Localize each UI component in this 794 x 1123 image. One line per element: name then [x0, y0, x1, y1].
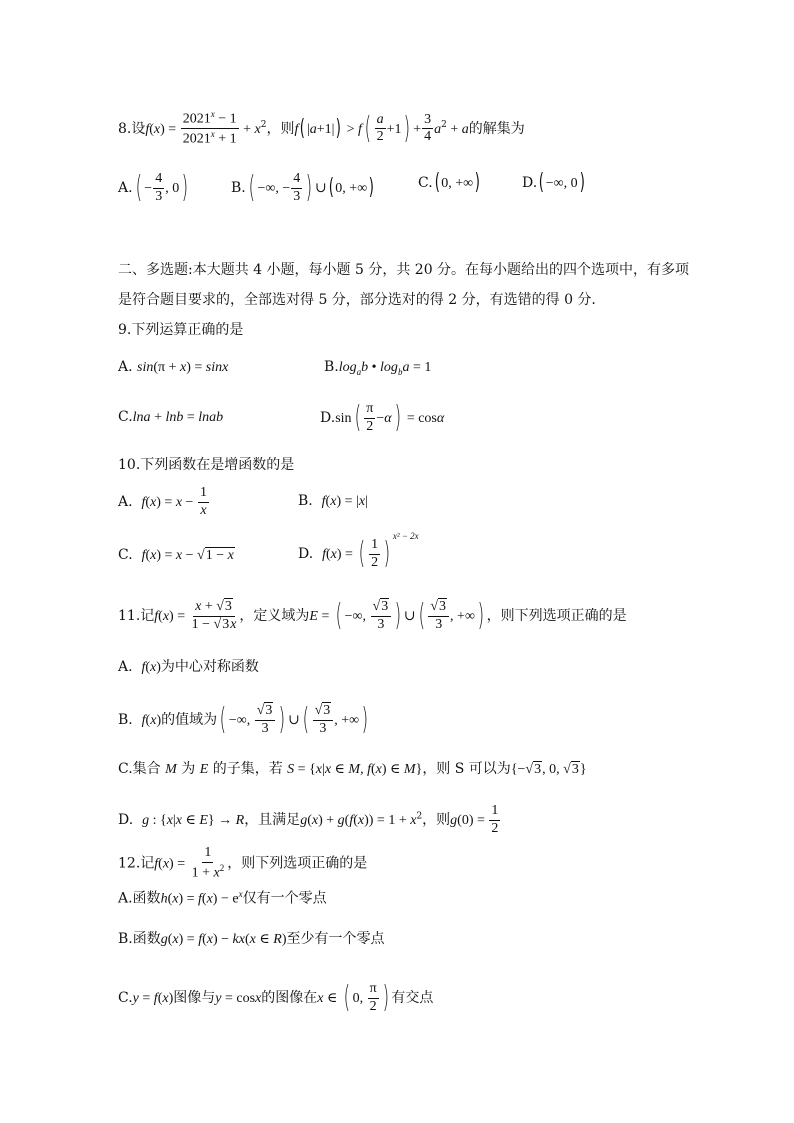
q11-option-d: D. g : {x|x ∈ E} → R，且满足$g(x) + g(f(x)) = 1 + x^2$，则g(0) = $\frac{1}{2}$: [118, 803, 499, 836]
section2-line1: 二、多选题:本大题共 4 小题，每小题 5 分，共 20 分。在每小题给出的四个选项中，有多项: [118, 262, 690, 278]
q8-option-a: A.( − $\frac{4}{3}$ , 0): [118, 170, 189, 206]
q11-option-c: C.集合 M 为 E 的子集，若 S = {x|x ∈ M, f(x) ∈ M}，则 S 可以为{−√3, 0, √3}: [118, 761, 587, 777]
q8-stem: 8.设f(x) = $\frac{2021^x - 1}{2021^x + 1}$ + $x^2$，则f( |a+1|) > f( $\frac{a}{2}$ +1) + $\frac{3}{4}$ $a^2 + a$的解集为: [118, 109, 525, 147]
q10-option-c: C. f(x) = x − √1 − x: [118, 547, 234, 563]
q9-option-b: $B.\log_ab$ • $\log_ba = 1$: [324, 359, 432, 377]
q12-option-c: C.y = f(x)图像与y = cosx的图像在x ∈ ( 0, $\frac{\pi}{2}$ ) 有交点: [118, 980, 434, 1016]
q12-option-a: A.函数$h(x) = f(x) - e^x$仅有一个零点: [118, 889, 327, 907]
q8-option-b: B.( −∞, − $\frac{4}{3}$ ) ∪( 0, +∞): [231, 170, 375, 206]
section2-line2: 是符合题目要求的，全部选对得 5 分，部分选对的得 2 分，有选错的得 0 分.: [118, 292, 596, 308]
q9-stem: 9.下列运算正确的是: [118, 322, 244, 338]
q12-stem: 12.记f(x) = $\frac{1}{1 + x^2}$ ，则下列选项正确的是: [118, 845, 368, 881]
q8-prefix: 8.设: [118, 120, 146, 137]
q10-option-d: D. f(x) = ( $\frac{1}{2}$ )$^{x^2 - 2x}$: [298, 530, 419, 572]
q9-option-d: D.sin( $\frac{\pi}{2}$ −α) = cosα: [320, 400, 445, 436]
q8-option-d: D.( −∞, 0): [522, 170, 585, 195]
q11-option-b: B. f(x)的值域为( −∞, $\frac{√3}{3}$ ) ∪( $\frac{√3}{3}$ , +∞): [118, 702, 369, 738]
q8-mid: ，则: [266, 120, 295, 137]
q12-option-b: B.函数g(x) = f(x) − kx(x ∈ R)至少有一个零点: [118, 931, 385, 947]
q8-suffix: 的解集为: [468, 120, 525, 137]
q10-option-b: B. f(x) = |x|: [298, 493, 368, 509]
q11-stem: 11.记f(x) = $\frac{x + √3}{1 - √3x}$ ，定义域为E = ( −∞, $\frac{√3}{3}$ ) ∪( $\frac{√3}{3}$ , +∞) ，则下列选项正确的是: [118, 598, 627, 634]
q11-option-a: A. f(x)为中心对称函数: [118, 659, 259, 675]
q9-option-c: C.lna + lnb = lnab: [118, 409, 224, 425]
q10-stem: 10.下列函数在是增函数的是: [118, 457, 295, 473]
q10-option-a: A. f(x) = x − $\frac{1}{x}$: [118, 485, 207, 518]
q9-option-a: A. sin(π + x) = sinx: [118, 359, 229, 375]
q8-option-c: C.( 0, +∞): [418, 170, 481, 195]
